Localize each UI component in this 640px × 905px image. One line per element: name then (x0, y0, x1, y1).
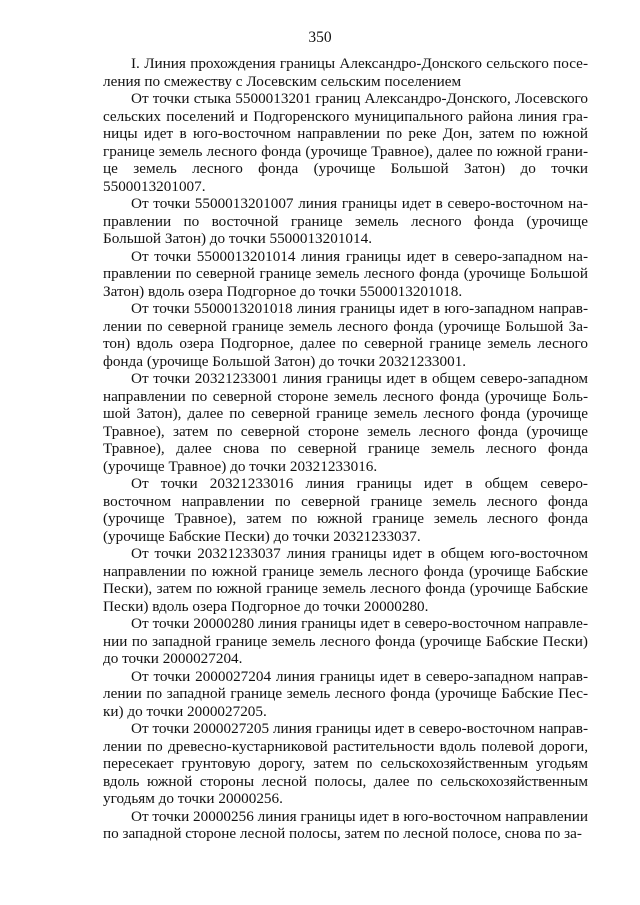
boundary-paragraph: От точки стыка 5500013201 границ Александро-Донского, Лосевского сельских поселений и Подгоренского муниципального района линия границы идет в юго-восточном направлении по реке Дон, затем по южной границе земель лесного фонда (урочище Травное), далее по южной границе земель лесного фонда (урочище Большой Затон) до точки 5500013201007. (103, 90, 588, 195)
boundary-paragraph: От точки 5500013201018 линия границы идет в юго-западном направлении по северной границе земель лесного фонда (урочище Большой Затон) вдоль озера Подгорное, далее по северной границе земель лесного фонда (урочище Большой Затон) до точки 20321233001. (103, 300, 588, 370)
boundary-paragraph: От точки 20000256 линия границы идет в юго-восточном направлении по западной стороне лесной полосы, затем по лесной полосе, снова по за- (103, 807, 588, 842)
boundary-paragraph: От точки 20000280 линия границы идет в северо-восточном направлении по западной границе земель лесного фонда (урочище Бабские Пески) до точки 2000027204. (103, 615, 588, 667)
boundary-paragraph: От точки 5500013201007 линия границы идет в северо-восточном направлении по восточной границе земель лесного фонда (урочище Большой Затон) до точки 5500013201014. (103, 195, 588, 247)
boundary-paragraph: От точки 2000027205 линия границы идет в северо-восточном направлении по древесно-кустарниковой растительности вдоль полевой дороги, пересекает грунтовую дорогу, затем по сельскохозяйственным угодьям вдоль южной стороны лесной полосы, далее по сельскохозяйственным угодьям до точки 20000256. (103, 720, 588, 807)
boundary-paragraph: От точки 5500013201014 линия границы идет в северо-западном направлении по северной границе земель лесного фонда (урочище Большой Затон) вдоль озера Подгорное до точки 5500013201018. (103, 247, 588, 300)
boundary-paragraph: От точки 20321233016 линия границы идет в общем северо-восточном направлении по северной границе земель лесного фонда (урочище Травное), затем по южной границе земель лесного фонда (урочище Бабские Пески) до точки 20321233037. (103, 475, 588, 545)
document-body (103, 55, 588, 843)
boundary-paragraph: От точки 20321233037 линия границы идет в общем юго-восточном направлении по южной границе земель лесного фонда (урочище Бабские Пески), затем по южной границе земель лесного фонда (урочище Бабские Пески) вдоль озера Подгорное до точки 20000280. (103, 545, 588, 615)
boundary-paragraph: От точки 20321233001 линия границы идет в общем северо-западном направлении по северной стороне земель лесного фонда (урочище Большой Затон), далее по северной границе земель лесного фонда (урочище Травное), затем по северной стороне земель лесного фонда (урочище Травное), далее снова по северной границе земель лесного фонда (урочище Травное) до точки 20321233016. (103, 370, 588, 475)
page-number: 350 (308, 29, 332, 46)
section-heading: I. Линия прохождения границы Александро-Донского сельского поселения по смежеству с Лосевским сельским поселением (103, 55, 588, 90)
boundary-paragraph: От точки 2000027204 линия границы идет в северо-западном направлении по западной границе земель лесного фонда (урочище Бабские Пески) до точки 2000027205. (103, 667, 588, 720)
